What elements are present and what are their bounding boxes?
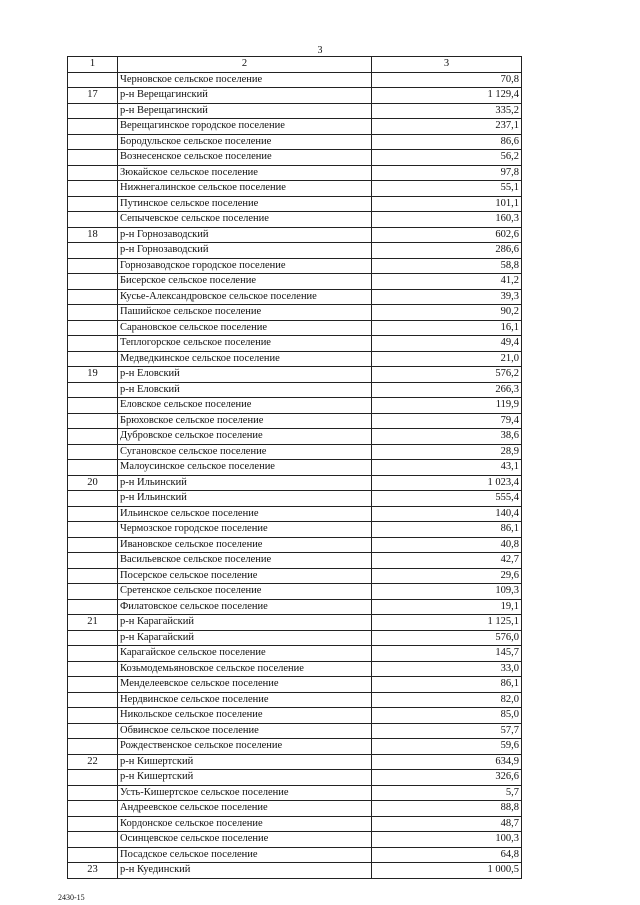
table-row xyxy=(68,72,522,88)
row-value-cell: 42,7 xyxy=(372,553,522,569)
row-value-cell: 28,9 xyxy=(372,444,522,460)
row-value-cell: 19,1 xyxy=(372,599,522,615)
row-value-cell: 16,1 xyxy=(372,320,522,336)
row-number-cell xyxy=(68,336,118,352)
table-header-row xyxy=(68,57,522,73)
row-value-cell: 140,4 xyxy=(372,506,522,522)
row-value-cell: 266,3 xyxy=(372,382,522,398)
row-value-cell: 33,0 xyxy=(372,661,522,677)
row-name-cell: Сепычевское сельское поселение xyxy=(118,212,372,228)
row-name-cell: Козьмодемьяновское сельское поселение xyxy=(118,661,372,677)
row-value-cell: 5,7 xyxy=(372,785,522,801)
row-name-cell: Теплогорское сельское поселение xyxy=(118,336,372,352)
row-name-cell: Дубровское сельское поселение xyxy=(118,429,372,445)
table-row xyxy=(68,801,522,817)
row-name-cell: Кордонское сельское поселение xyxy=(118,816,372,832)
table-row xyxy=(68,429,522,445)
table-row xyxy=(68,119,522,135)
table-row xyxy=(68,150,522,166)
row-value-cell: 286,6 xyxy=(372,243,522,259)
table-row xyxy=(68,754,522,770)
row-number-cell: 18 xyxy=(68,227,118,243)
row-value-cell: 326,6 xyxy=(372,770,522,786)
row-name-cell: Медведкинское сельское поселение xyxy=(118,351,372,367)
row-number-cell xyxy=(68,134,118,150)
row-name-cell: р-н Карагайский xyxy=(118,630,372,646)
row-value-cell: 39,3 xyxy=(372,289,522,305)
row-number-cell xyxy=(68,832,118,848)
table-row xyxy=(68,491,522,507)
table-row xyxy=(68,832,522,848)
row-value-cell: 160,3 xyxy=(372,212,522,228)
row-value-cell: 576,2 xyxy=(372,367,522,383)
row-name-cell: р-н Карагайский xyxy=(118,615,372,631)
table-row xyxy=(68,88,522,104)
row-name-cell: Ильинское сельское поселение xyxy=(118,506,372,522)
row-name-cell: Ивановское сельское поселение xyxy=(118,537,372,553)
row-value-cell: 1 129,4 xyxy=(372,88,522,104)
row-number-cell xyxy=(68,537,118,553)
row-name-cell: Никольское сельское поселение xyxy=(118,708,372,724)
table-row xyxy=(68,460,522,476)
table-row xyxy=(68,506,522,522)
table-body xyxy=(68,57,522,879)
row-number-cell xyxy=(68,305,118,321)
row-number-cell xyxy=(68,243,118,259)
row-value-cell: 41,2 xyxy=(372,274,522,290)
row-name-cell: Брюховское сельское поселение xyxy=(118,413,372,429)
table-row xyxy=(68,661,522,677)
row-name-cell: Усть-Кишертское сельское поселение xyxy=(118,785,372,801)
row-number-cell xyxy=(68,584,118,600)
page-number: 3 xyxy=(317,45,323,56)
row-number-cell xyxy=(68,770,118,786)
row-number-cell xyxy=(68,708,118,724)
table-row xyxy=(68,134,522,150)
row-number-cell xyxy=(68,522,118,538)
header-col-1: 1 xyxy=(68,57,118,73)
row-name-cell: Карагайское сельское поселение xyxy=(118,646,372,662)
row-value-cell: 38,6 xyxy=(372,429,522,445)
table-row xyxy=(68,212,522,228)
table-row xyxy=(68,692,522,708)
table-row xyxy=(68,305,522,321)
table-row xyxy=(68,677,522,693)
row-value-cell: 40,8 xyxy=(372,537,522,553)
row-name-cell: р-н Верещагинский xyxy=(118,103,372,119)
row-name-cell: р-н Куединский xyxy=(118,863,372,879)
row-number-cell xyxy=(68,72,118,88)
row-name-cell: Малоусинское сельское поселение xyxy=(118,460,372,476)
table-row xyxy=(68,537,522,553)
row-number-cell: 19 xyxy=(68,367,118,383)
row-name-cell: Обвинское сельское поселение xyxy=(118,723,372,739)
row-number-cell xyxy=(68,785,118,801)
row-value-cell: 97,8 xyxy=(372,165,522,181)
row-value-cell: 86,1 xyxy=(372,677,522,693)
row-value-cell: 59,6 xyxy=(372,739,522,755)
row-number-cell xyxy=(68,692,118,708)
row-number-cell xyxy=(68,646,118,662)
row-number-cell xyxy=(68,413,118,429)
row-value-cell: 101,1 xyxy=(372,196,522,212)
row-name-cell: р-н Ильинский xyxy=(118,491,372,507)
table-row xyxy=(68,320,522,336)
row-number-cell xyxy=(68,289,118,305)
row-number-cell xyxy=(68,119,118,135)
row-number-cell xyxy=(68,739,118,755)
row-name-cell: Горнозаводское городское поселение xyxy=(118,258,372,274)
row-number-cell xyxy=(68,568,118,584)
row-number-cell xyxy=(68,491,118,507)
table-row xyxy=(68,599,522,615)
table-row xyxy=(68,568,522,584)
header-col-3: 3 xyxy=(372,57,522,73)
row-value-cell: 555,4 xyxy=(372,491,522,507)
row-name-cell: Посерское сельское поселение xyxy=(118,568,372,584)
row-number-cell xyxy=(68,847,118,863)
row-number-cell xyxy=(68,460,118,476)
table-row xyxy=(68,739,522,755)
row-name-cell: Васильевское сельское поселение xyxy=(118,553,372,569)
table-row xyxy=(68,708,522,724)
row-number-cell xyxy=(68,429,118,445)
row-value-cell: 29,6 xyxy=(372,568,522,584)
row-name-cell: Бисерское сельское поселение xyxy=(118,274,372,290)
row-name-cell: Зюкайское сельское поселение xyxy=(118,165,372,181)
row-name-cell: Посадское сельское поселение xyxy=(118,847,372,863)
row-value-cell: 79,4 xyxy=(372,413,522,429)
table-row xyxy=(68,103,522,119)
row-number-cell xyxy=(68,150,118,166)
row-number-cell xyxy=(68,320,118,336)
row-value-cell: 86,1 xyxy=(372,522,522,538)
row-name-cell: Пашийское сельское поселение xyxy=(118,305,372,321)
row-value-cell: 100,3 xyxy=(372,832,522,848)
row-name-cell: Верещагинское городское поселение xyxy=(118,119,372,135)
table-row xyxy=(68,584,522,600)
table-row xyxy=(68,398,522,414)
row-number-cell xyxy=(68,165,118,181)
row-number-cell xyxy=(68,723,118,739)
row-value-cell: 109,3 xyxy=(372,584,522,600)
table-row xyxy=(68,258,522,274)
row-name-cell: Кусье-Александровское сельское поселение xyxy=(118,289,372,305)
row-number-cell xyxy=(68,181,118,197)
row-number-cell xyxy=(68,103,118,119)
table-row xyxy=(68,847,522,863)
row-number-cell xyxy=(68,196,118,212)
row-value-cell: 56,2 xyxy=(372,150,522,166)
table-row xyxy=(68,289,522,305)
row-name-cell: Бородульское сельское поселение xyxy=(118,134,372,150)
table-row xyxy=(68,522,522,538)
table-row xyxy=(68,475,522,491)
table-row xyxy=(68,646,522,662)
table-row xyxy=(68,243,522,259)
row-name-cell: р-н Горнозаводский xyxy=(118,227,372,243)
header-col-2: 2 xyxy=(118,57,372,73)
table-row xyxy=(68,615,522,631)
row-name-cell: Менделеевское сельское поселение xyxy=(118,677,372,693)
table-row xyxy=(68,382,522,398)
table-row xyxy=(68,770,522,786)
table-row xyxy=(68,723,522,739)
row-name-cell: Черновское сельское поселение xyxy=(118,72,372,88)
row-name-cell: Путинское сельское поселение xyxy=(118,196,372,212)
table-row xyxy=(68,444,522,460)
row-name-cell: Рождественское сельское поселение xyxy=(118,739,372,755)
row-value-cell: 1 125,1 xyxy=(372,615,522,631)
row-name-cell: р-н Еловский xyxy=(118,382,372,398)
table-row xyxy=(68,196,522,212)
row-name-cell: р-н Горнозаводский xyxy=(118,243,372,259)
budget-table xyxy=(67,56,522,879)
row-name-cell: р-н Верещагинский xyxy=(118,88,372,104)
row-value-cell: 85,0 xyxy=(372,708,522,724)
row-name-cell: Филатовское сельское поселение xyxy=(118,599,372,615)
row-number-cell xyxy=(68,599,118,615)
table-row xyxy=(68,274,522,290)
row-value-cell: 145,7 xyxy=(372,646,522,662)
table-row xyxy=(68,367,522,383)
row-number-cell xyxy=(68,398,118,414)
row-name-cell: Андреевское сельское поселение xyxy=(118,801,372,817)
row-name-cell: Осинцевское сельское поселение xyxy=(118,832,372,848)
row-number-cell xyxy=(68,506,118,522)
row-value-cell: 43,1 xyxy=(372,460,522,476)
row-value-cell: 335,2 xyxy=(372,103,522,119)
row-number-cell xyxy=(68,630,118,646)
row-value-cell: 57,7 xyxy=(372,723,522,739)
document-code: 2430-15 xyxy=(58,893,85,902)
table-row xyxy=(68,553,522,569)
row-number-cell: 22 xyxy=(68,754,118,770)
row-number-cell xyxy=(68,444,118,460)
table-row xyxy=(68,863,522,879)
row-name-cell: Сретенское сельское поселение xyxy=(118,584,372,600)
row-value-cell: 64,8 xyxy=(372,847,522,863)
row-number-cell xyxy=(68,274,118,290)
row-name-cell: Сугановское сельское поселение xyxy=(118,444,372,460)
table-row xyxy=(68,785,522,801)
row-value-cell: 237,1 xyxy=(372,119,522,135)
row-value-cell: 576,0 xyxy=(372,630,522,646)
row-name-cell: р-н Ильинский xyxy=(118,475,372,491)
row-value-cell: 602,6 xyxy=(372,227,522,243)
row-number-cell xyxy=(68,677,118,693)
row-value-cell: 88,8 xyxy=(372,801,522,817)
table-row xyxy=(68,816,522,832)
row-number-cell xyxy=(68,801,118,817)
row-name-cell: р-н Кишертский xyxy=(118,754,372,770)
row-value-cell: 90,2 xyxy=(372,305,522,321)
table-row xyxy=(68,165,522,181)
row-number-cell xyxy=(68,258,118,274)
row-name-cell: Чермозское городское поселение xyxy=(118,522,372,538)
row-number-cell xyxy=(68,553,118,569)
table-row xyxy=(68,181,522,197)
row-value-cell: 82,0 xyxy=(372,692,522,708)
row-value-cell: 634,9 xyxy=(372,754,522,770)
row-name-cell: Вознесенское сельское поселение xyxy=(118,150,372,166)
table-row xyxy=(68,351,522,367)
row-number-cell: 21 xyxy=(68,615,118,631)
table-row xyxy=(68,336,522,352)
row-value-cell: 70,8 xyxy=(372,72,522,88)
row-value-cell: 86,6 xyxy=(372,134,522,150)
row-name-cell: р-н Еловский xyxy=(118,367,372,383)
row-number-cell xyxy=(68,212,118,228)
table-row xyxy=(68,630,522,646)
row-value-cell: 119,9 xyxy=(372,398,522,414)
row-value-cell: 58,8 xyxy=(372,258,522,274)
row-number-cell xyxy=(68,382,118,398)
row-value-cell: 1 023,4 xyxy=(372,475,522,491)
row-number-cell: 17 xyxy=(68,88,118,104)
row-value-cell: 1 000,5 xyxy=(372,863,522,879)
row-value-cell: 55,1 xyxy=(372,181,522,197)
row-number-cell: 23 xyxy=(68,863,118,879)
row-number-cell xyxy=(68,816,118,832)
row-value-cell: 21,0 xyxy=(372,351,522,367)
row-name-cell: Еловское сельское поселение xyxy=(118,398,372,414)
row-name-cell: р-н Кишертский xyxy=(118,770,372,786)
row-name-cell: Нердвинское сельское поселение xyxy=(118,692,372,708)
row-number-cell xyxy=(68,661,118,677)
row-number-cell: 20 xyxy=(68,475,118,491)
row-value-cell: 48,7 xyxy=(372,816,522,832)
table-row xyxy=(68,227,522,243)
table-row xyxy=(68,413,522,429)
row-name-cell: Сарановское сельское поселение xyxy=(118,320,372,336)
row-name-cell: Нижнегалинское сельское поселение xyxy=(118,181,372,197)
row-number-cell xyxy=(68,351,118,367)
row-value-cell: 49,4 xyxy=(372,336,522,352)
